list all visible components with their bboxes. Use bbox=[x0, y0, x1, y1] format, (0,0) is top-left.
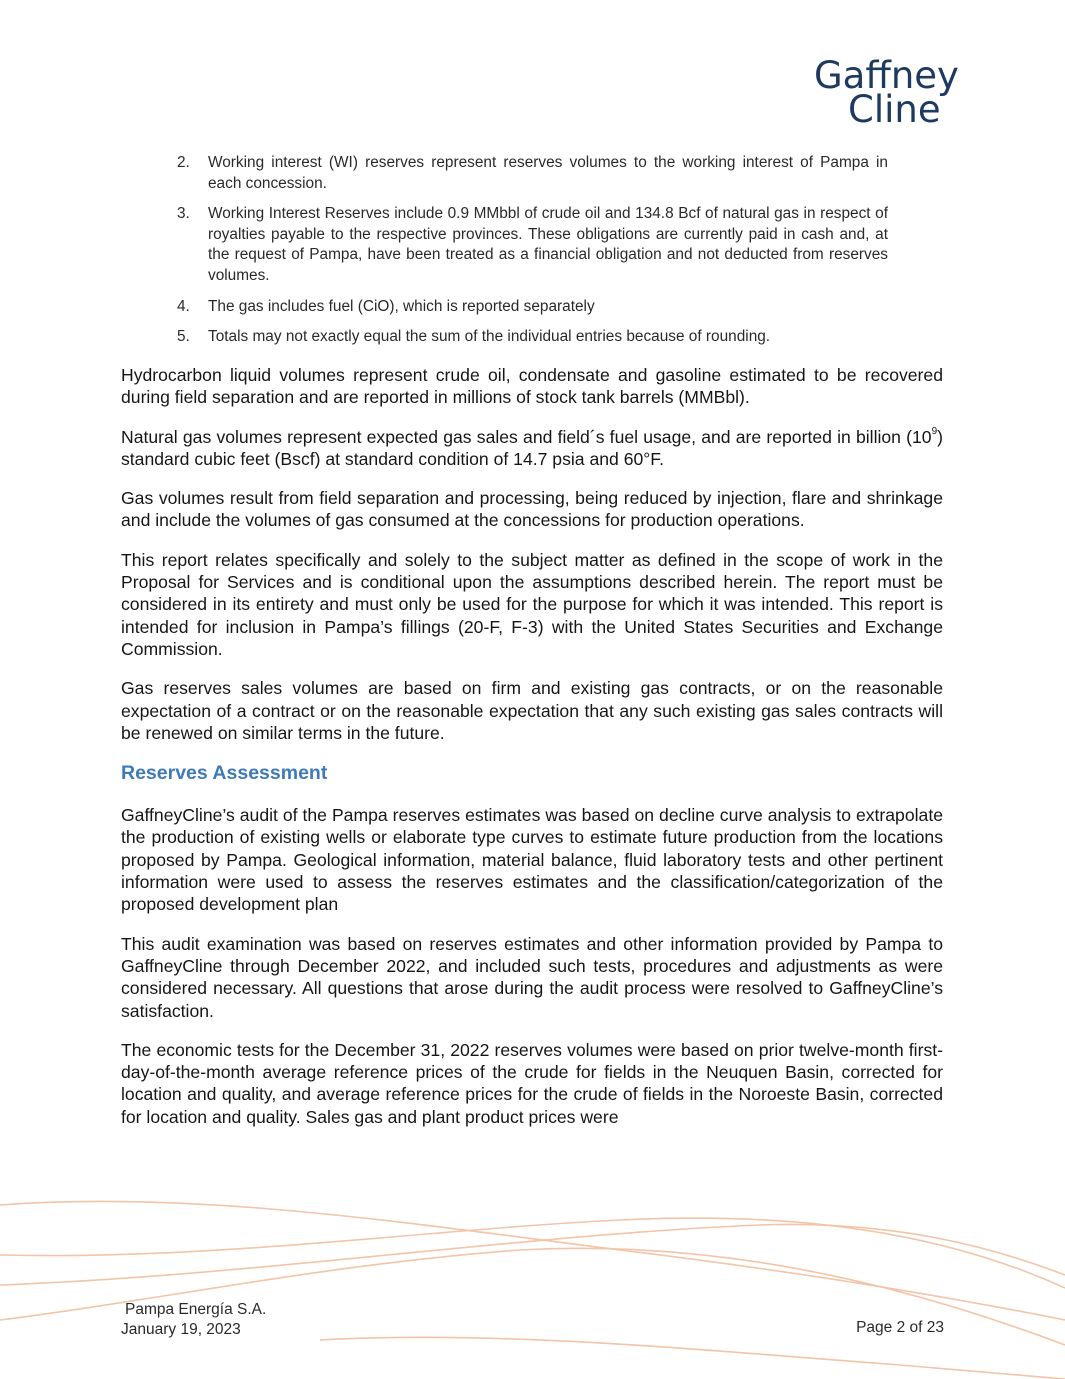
logo-line-2: Cline bbox=[848, 88, 941, 131]
footer-page-number: Page 2 of 23 bbox=[856, 1319, 944, 1336]
paragraph-gas-separation: Gas volumes result from field separation and processing, being reduced by injection, flare and shrinkage and include the volumes of gas consumed at the concessions for production operations. bbox=[121, 488, 943, 531]
paragraph-liquid-volumes: Hydrocarbon liquid volumes represent crude oil, condensate and gasoline estimated to be recovered during field separation and are reported in millions of stock tank barrels (MMBbl). bbox=[121, 365, 943, 408]
note-item bbox=[177, 153, 888, 194]
note-text: Totals may not exactly equal the sum of the individual entries because of rounding. bbox=[208, 328, 771, 346]
paragraph-audit-examination: This audit examination was based on reserves estimates and other information provided by Pampa to GaffneyCline through December 2022, and included such tests, procedures and adjustments as were considered necessary. All questions that arose during the audit process were resolved to GaffneyCline’s satisfaction. bbox=[121, 933, 943, 1021]
note-number: 3. bbox=[177, 205, 190, 223]
note-number: 2. bbox=[177, 154, 190, 171]
decorative-waves bbox=[0, 1180, 1065, 1379]
body-content bbox=[121, 364, 943, 1145]
superscript-exponent: 9 bbox=[931, 425, 938, 437]
paragraph-gas-volumes bbox=[121, 426, 943, 471]
paragraph-audit-method: GaffneyCline’s audit of the Pampa reserves estimates was based on decline curve analysis to extrapolate the production of existing wells or elaborate type curves to estimate future production from the locations proposed by Pampa. Geological information, material balance, fluid laboratory tests and other pertinent information were used to assess the reserves estimates and the classification/categorization of the proposed development plan bbox=[121, 805, 943, 915]
gas-volumes-text-end: ) standard cubic feet (Bscf) at standard condition of 14.7 psia and 60°F. bbox=[121, 426, 943, 469]
wave-line bbox=[320, 1337, 1065, 1379]
note-number: 4. bbox=[177, 297, 190, 315]
wave-line bbox=[0, 1224, 1065, 1285]
logo-line-1: Gaffney bbox=[814, 54, 959, 97]
footer-company: Pampa Energía S.A. bbox=[125, 1301, 267, 1318]
note-text: Working Interest Reserves include 0.9 MMbbl of crude oil and 134.8 Bcf of natural gas in respect of royalties payable to the respective provinces. These obligations are currently paid in cash and, at the request of Pampa, have been treated as a financial obligation and not deducted from reserves volumes. bbox=[208, 205, 888, 284]
paragraph-report-scope: This report relates specifically and solely to the subject matter as defined in the scope of work in the Proposal for Services and is conditional upon the assumptions described herein. The report must be considered in its entirety and must only be used for the purpose for which it was intended. This report is intended for inclusion in Pampa’s fillings (20-F, F-3) with the United States Securities and Exchange Commission. bbox=[121, 549, 943, 659]
table-notes bbox=[177, 153, 888, 358]
note-number: 5. bbox=[177, 328, 190, 346]
note-item bbox=[177, 204, 888, 286]
paragraph-gas-contracts: Gas reserves sales volumes are based on firm and existing gas contracts, or on the reasonable expectation of a contract or on the reasonable expectation that any such existing gas sales contracts will be renewed on similar terms in the future. bbox=[121, 678, 943, 743]
note-item bbox=[177, 297, 888, 318]
section-heading-reserves-assessment: Reserves Assessment bbox=[121, 762, 328, 785]
wave-line bbox=[0, 1218, 1065, 1288]
gas-volumes-text-start: Natural gas volumes represent expected gas sales and field´s fuel usage, and are reported in billion (10 bbox=[121, 426, 932, 447]
note-text: Working interest (WI) reserves represent reserves volumes to the working interest of Pampa in each concession. bbox=[208, 154, 888, 192]
footer-date: January 19, 2023 bbox=[121, 1321, 241, 1338]
footer-left bbox=[121, 1300, 266, 1340]
note-text: The gas includes fuel (CiO), which is reported separately bbox=[208, 297, 595, 315]
note-item bbox=[177, 327, 888, 348]
paragraph-economic-tests: The economic tests for the December 31, 2022 reserves volumes were based on prior twelve-month first-day-of-the-month average reference prices of the crude for fields in the Neuquen Basin, corrected for location and quality, and average reference prices for the crude of fields in the Noroeste Basin, corrected for location and quality. Sales gas and plant product prices were bbox=[121, 1039, 943, 1127]
